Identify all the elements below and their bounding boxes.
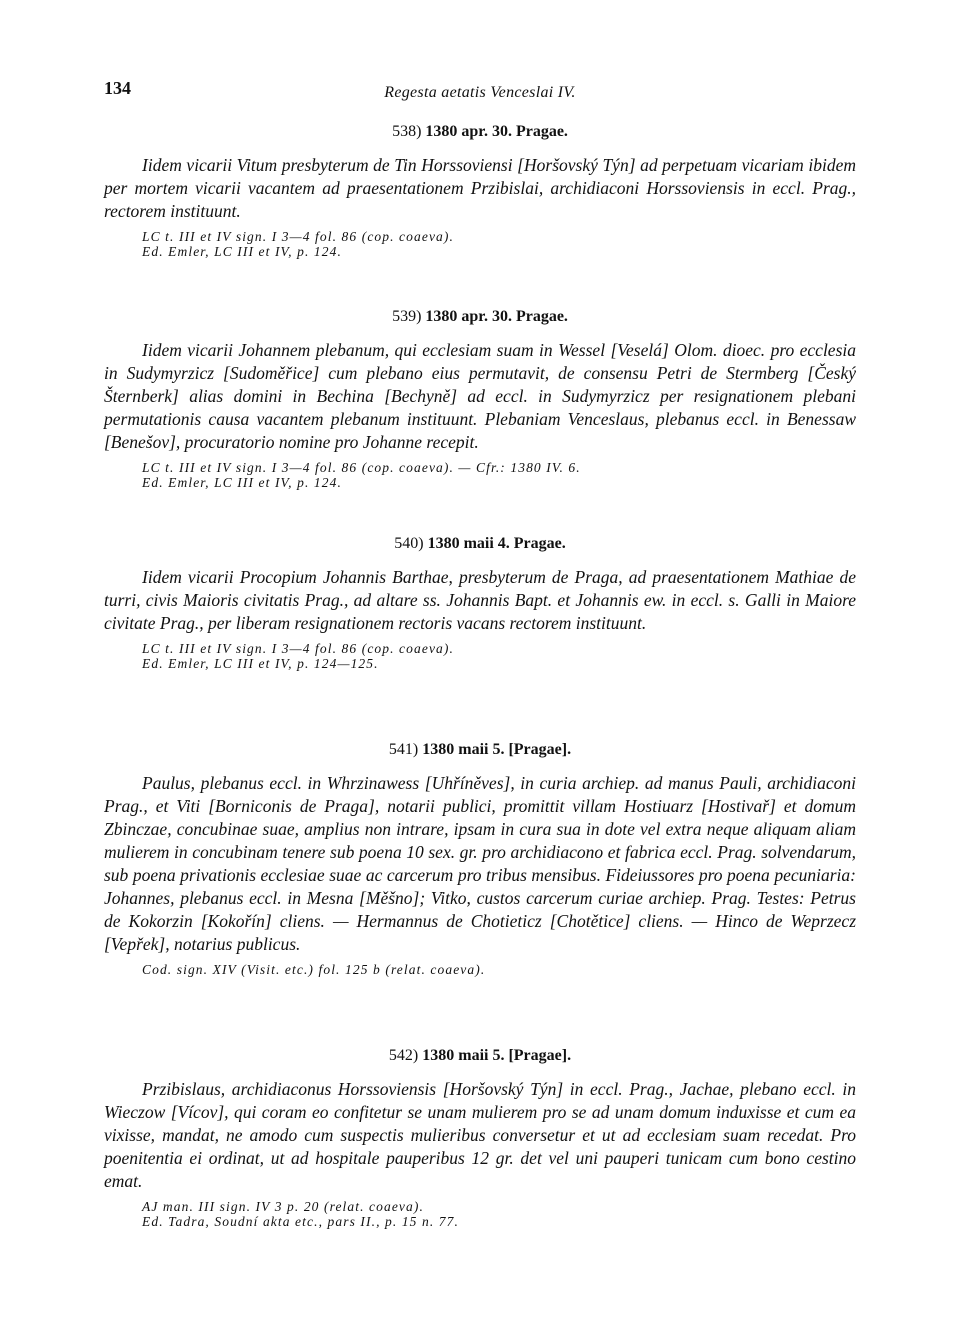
- edition-note: Ed. Emler, LC III et IV, p. 124—125.: [142, 656, 379, 671]
- running-head: Regesta aetatis Venceslai IV.: [384, 84, 576, 101]
- source-note: AJ man. III sign. IV 3 p. 20 (relat. coaeva).: [142, 1199, 424, 1214]
- edition-note: Ed. Emler, LC III et IV, p. 124.: [142, 475, 342, 490]
- regest-entry-541: [104, 740, 856, 977]
- source-note: LC t. III et IV sign. I 3—4 fol. 86 (cop. coaeva).: [142, 641, 454, 656]
- entry-heading: [104, 122, 856, 142]
- entry-text: Iidem vicarii Procopium Johannis Barthae, presbyterum de Praga, ad praesentationem Mathiae de turri, civis Maioris civitatis Prag., ad altare ss. Johannis Bapt. et Johannis ew. in eccl. s. Galli in Maiore civitate Prag., per liberam resignationem rectoris vacans rectorem instituunt.: [104, 567, 856, 633]
- entry-text: Iidem vicarii Johannem plebanum, qui ecclesiam suam in Wessel [Veselá] Olom. dioec. pro ecclesia in Sudymyrzicz [Sudoměřice] cum plebano eius permutavit, de consensu Petri de Stermberg [Český Šternberk] alias domini in Bechina [Bechyně] ad eccl. in Sudymyrzicz per resignationem plebani permutationis causa vacantem plebanum instituunt. Plebaniam Venceslaus, plebanus eccl. in Benessaw [Benešov], procuratorio nomine pro Johanne recepit.: [104, 340, 856, 452]
- edition-note: Ed. Tadra, Soudní akta etc., pars II., p. 15 n. 77.: [142, 1214, 459, 1229]
- entry-sources: [142, 460, 856, 490]
- entry-date: 1380 apr. 30. Pragae.: [425, 123, 568, 140]
- page-number: 134: [104, 78, 131, 98]
- entry-number: 539): [392, 308, 422, 325]
- entry-text: Paulus, plebanus eccl. in Whrzinawess [Uhříněves], in curia archiep. ad manus Pauli, archidiaconi Prag., et Viti [Borniconis de Praga], notarii publici, promittit villam Hostiuarz [Hostivař] et domum Zbinczae, concubinae suae, amplius non intrare, ipsam in cura sua in dote vel extra neque aliquam aliam mulierem in concubinam tenere sub poena 10 sex. gr. pro archidiacono et fabrica eccl. Prag. solvendarum, sub poena privationis ecclesiae suae ac carcerum pro tribus mensibus. Fideiussores pro poena pecuniaria: Johannes, plebanus eccl. in Mesna [Měšno]; Vitko, custos carcerum curiae archiep. Prag. Testes: Petrus de Kokorzin [Kokořín] cliens. — Hermannus de Chotieticz [Chotětice] cliens. — Hinco de Weprzecz [Vepřek], notarius publicus.: [104, 773, 856, 954]
- entry-heading: [104, 1046, 856, 1066]
- source-note: Cod. sign. XIV (Visit. etc.) fol. 125 b (relat. coaeva).: [142, 962, 486, 977]
- entry-date: 1380 maii 5. [Pragae].: [422, 1047, 572, 1064]
- edition-note: Ed. Emler, LC III et IV, p. 124.: [142, 244, 342, 259]
- regest-entry-542: [104, 1046, 856, 1229]
- source-note: LC t. III et IV sign. I 3—4 fol. 86 (cop. coaeva).: [142, 229, 454, 244]
- source-note: LC t. III et IV sign. I 3—4 fol. 86 (cop. coaeva). — Cfr.: 1380 IV. 6.: [142, 460, 581, 475]
- entry-date: 1380 apr. 30. Pragae.: [425, 308, 568, 325]
- entry-text: Iidem vicarii Vitum presbyterum de Tin Horssoviensi [Horšovský Týn] ad perpetuam vicariam ibidem per mortem vicarii vacantem ad praesentationem Przibislai, archidiaconi Horssoviensis in eccl. Prag., rectorem instituunt.: [104, 155, 856, 221]
- entry-number: 541): [388, 741, 419, 758]
- entry-heading: [104, 534, 856, 554]
- entry-number: 538): [392, 123, 422, 140]
- entry-heading: [104, 307, 856, 327]
- entry-sources: [142, 229, 856, 259]
- regest-entry-538: [104, 122, 856, 259]
- entry-sources: [142, 962, 856, 977]
- entry-sources: [142, 641, 856, 671]
- regest-entry-539: [104, 307, 856, 490]
- entry-date: 1380 maii 5. [Pragae].: [422, 741, 572, 758]
- entry-sources: [142, 1199, 856, 1229]
- entry-date: 1380 maii 4. Pragae.: [427, 535, 566, 552]
- entry-number: 542): [388, 1047, 419, 1064]
- entry-text: Przibislaus, archidiaconus Horssoviensis [Horšovský Týn] in eccl. Prag., Jachae, plebano eccl. in Wieczow [Vícov], qui coram eo confitetur se unam mulierem pro se ad unam domum induxisse et cum ea vixisse, mandat, ne amodo cum suspectis mulieribus conversetur et ut ad ecclesiam suam recedat. Pro poenitentia ei ordinat, ut ad hospitale pauperibus 12 gr. det vel uni pauperi tunicam cum bono cestino emat.: [104, 1079, 856, 1191]
- regest-entry-540: [104, 534, 856, 671]
- entry-heading: [104, 740, 856, 760]
- entry-number: 540): [394, 535, 424, 552]
